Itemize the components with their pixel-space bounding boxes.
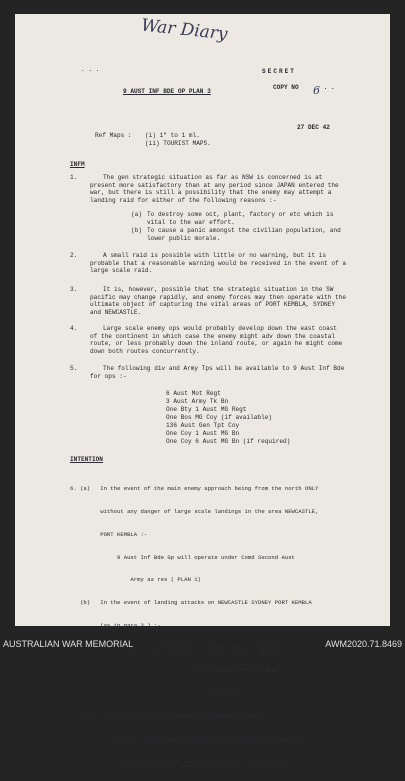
ref-map-1: (i) 1" to 1 ml. [145,132,200,139]
para-line: The following div and Army Tps will be available to 9 Aust Inf Bde [103,365,345,372]
accession-number: AWM2020.71.8469 [325,639,402,649]
intention-line: 9 Aust Inf Bde Gp will (i) defend port of KEMBLA. [70,644,282,652]
para-line: Large scale enemy ops would probably develop down the east coast [103,325,338,332]
copy-no-text: COPY NO [273,84,299,91]
reason-label: (a) [131,211,142,218]
reason-line: lower public morale. [147,234,221,242]
copy-no-dots: . . . [316,84,335,91]
reason-line: To destroy some oct, plant, factory or etc which is [147,211,334,218]
para-number: 1. [70,174,78,181]
intention-line: (b) In the event of landing attacks on NEWCASTLE SYDNEY PORT KEMBLA [70,599,312,607]
intention-line: PORT KEMBLA :- [70,530,148,538]
para-number: 4. [70,325,78,332]
intention-body [70,470,318,781]
ref-map-2: (ii) TOURIST MAPS. [145,140,211,147]
reason-line: vital to the war effort. [147,218,235,226]
section-heading-intention: INTENTION [70,456,103,463]
troop-item: One Coy 1 Aust MG Bn [166,430,240,437]
ref-maps-label: Ref Maps : [95,132,132,139]
para-line: route, or less probably down the inland route, or again he might come [90,340,343,347]
copy-number-label [273,84,335,91]
handwritten-title: War Diary [140,15,229,45]
intention-line: (c) In the event of raids anywhere in NEWCASTLE area :- [70,713,272,720]
para-line: down both routes concurrently. [90,347,200,355]
para-line: present more satisfactory than at any period since JAPAN entered the [90,181,339,189]
troop-item: 3 Aust Army Tk Bn [166,398,229,405]
intention-line: (PLAN 2) [70,690,238,698]
para-line: probable that a reasonable warning would be received in the event of a [90,259,346,267]
para-line: and NEWCASTLE. [90,308,142,316]
intention-line: soon as the area of the raid is known (PLANS 3 & 4) [70,758,289,766]
intention-line: (ii) defend port of SYDNEY [70,667,282,675]
para-line: of the continent in which case the enemy might adv down the coastal [90,332,336,340]
troop-item: 6 Aust Mot Regt [166,390,221,397]
troop-item: One Bos MG Coy (if available) [166,414,273,421]
para-line: It is, however, possible that the strategic situation in the SW [103,286,334,293]
security-classification: SECRET [262,68,296,75]
troop-item: One Bty 1 Aust MG Regt [166,406,247,413]
archive-footer [0,636,405,653]
handwritten-copy-number: 6 [313,84,320,97]
intention-line: 9 Aust Inf Bde Gp will operate under Comd Second Aust [70,553,295,561]
para-line: pacific may change rapidly, and enemy forces may then operate with the [90,293,346,301]
intention-line: (as in para 3 ) :- [70,621,161,629]
plan-title: 9 AUST INF BDE OP PLAN 3 [123,88,211,95]
intention-line: Army as res ( PLAN 1) [70,576,201,584]
para-number: 3. [70,286,78,293]
intention-line: 9 Aust Inf Bde Gp will attack and destroy the enemy as [70,735,299,743]
para-line: for ops :- [90,372,127,380]
reason-line: To cause a panic amongst the civilian population, and [147,227,341,234]
para-line: landing raid for either of the following reasons :- [90,196,277,204]
para-number: 5. [70,365,78,372]
para-line: A small raid is possible with little or no warning, but it is [103,252,327,259]
section-heading-info: INFM [70,161,85,168]
para-number: 2. [70,252,78,259]
para-line: The gen strategic situation as far as NSW is concerned is at [103,174,323,181]
troop-item: One Coy 6 Aust MG Bn (if required) [166,438,291,445]
intention-line: 6. (a) In the event of the main enemy approach being from the north ONLY [70,485,319,493]
para-line: large scale raid. [90,267,153,274]
top-dots: . . . [81,66,100,73]
para-line: ultimate object of capturing the vital areas of PORT KEMBLA, SYDNEY [90,301,336,308]
troop-item: 136 Aust Gen Tpt Coy [166,422,240,429]
document-date: 27 DEC 42 [297,124,330,131]
institution-name: AUSTRALIAN WAR MEMORIAL [3,639,134,649]
para-line: war, but there is still a possibility that the enemy may attempt a [90,189,332,196]
reason-label: (b) [131,227,142,234]
intention-line: without any danger of large scale landings in the area NEWCASTLE, [70,507,319,515]
